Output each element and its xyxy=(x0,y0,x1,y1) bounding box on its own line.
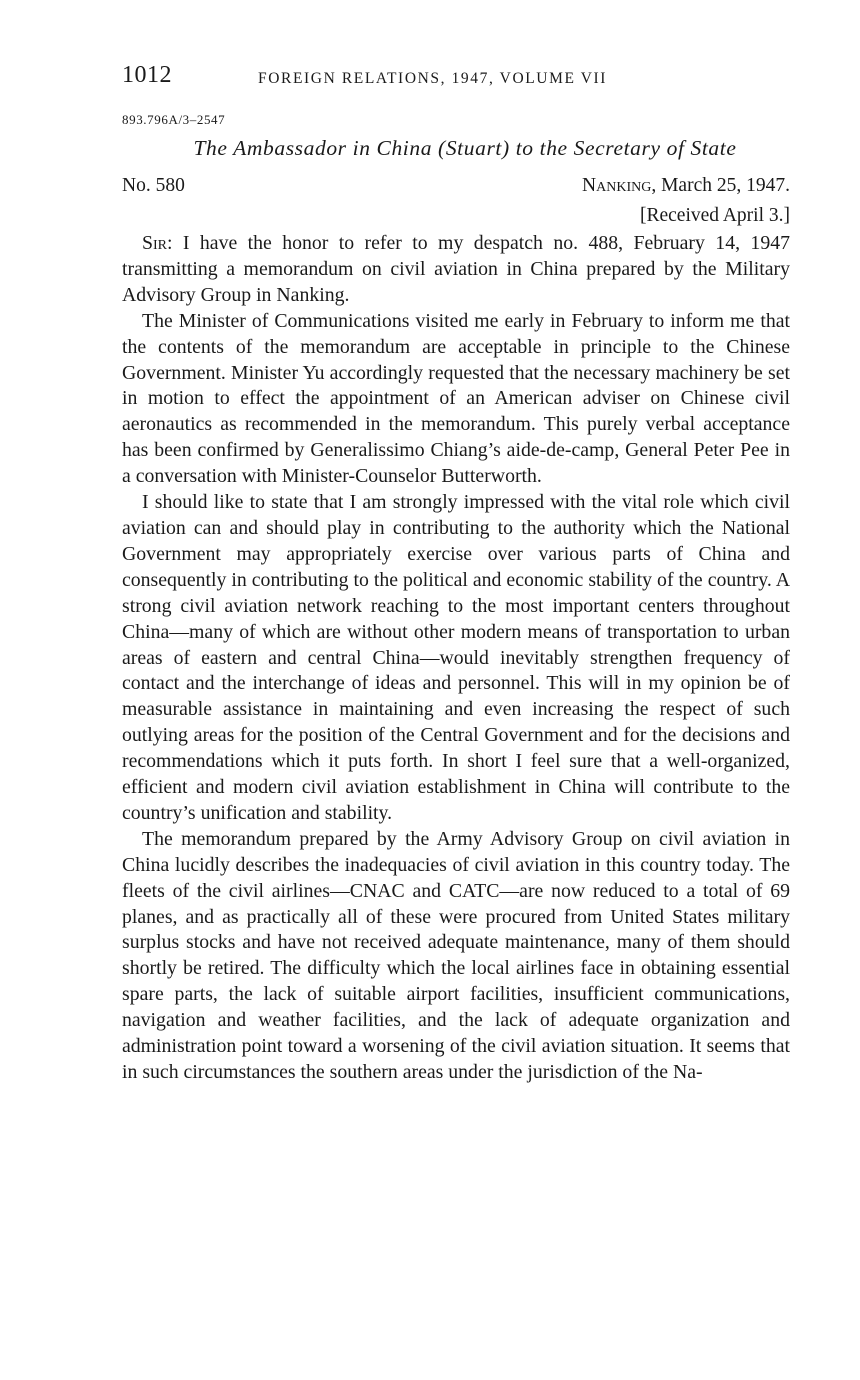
paragraph: I should like to state that I am strongly impressed with the vital role which civil aviation can and should play in contributing to the authority which the National Government may appropriately exercise over various parts of China and consequently in contributing to the political and economic stability of the country. A strong civil aviation network reaching to the most important centers throughout China—many of which are without other modern means of transportation to urban areas of eastern and central China—would inevitably strengthen frequency of contact and the interchange of ideas and personnel. This will in my opinion be of measurable assistance in maintaining and even increasing the respect of such outlying areas for the position of the Central Government and for the decisions and recommendations which it puts forth. In short I feel sure that a well-organized, efficient and modern civil aviation establishment in China will contribute to the country’s unification and stability. xyxy=(122,491,790,824)
salutation: Sir: xyxy=(142,232,173,254)
document-title: The Ambassador in China (Stuart) to the Secretary of State xyxy=(193,136,737,160)
date: March 25, 1947. xyxy=(661,175,790,196)
running-title: FOREIGN RELATIONS, 1947, VOLUME VII xyxy=(258,70,608,87)
place: Nanking, xyxy=(582,175,657,196)
document-meta xyxy=(122,175,790,203)
paragraph: The memorandum prepared by the Army Advisory Group on civil aviation in China lucidly describes the inadequacies of civil aviation in this country today. The fleets of the civil airlines—CNAC and CATC—are now reduced to a total of 69 planes, and as practically all of these were procured from United States military surplus stocks and have not received adequate maintenance, many of them should shortly be retired. The difficulty which the local airlines face in obtaining essential spare parts, the lack of suitable airport facilities, insufficient communications, navigation and weather facilities, and the lack of adequate organization and administration point toward a worsening of the civil aviation situation. It seems that in such circumstances the southern areas under the jurisdiction of the Na- xyxy=(122,827,790,1083)
paragraph: The Minister of Communications visited me early in February to inform me that the contents of the memorandum are acceptable in principle to the Chinese Government. Minister Yu accordingly requested that the necessary machinery be set in motion to effect the appointment of an American adviser on Chinese civil aeronautics as recommended in the memorandum. This purely verbal acceptance has been confirmed by Generalissimo Chiang’s aide-de-camp, General Peter Pee in a conversation with Minister-Counselor Butterworth. xyxy=(122,309,790,488)
paragraph xyxy=(122,231,790,309)
running-header xyxy=(122,62,790,96)
page-content xyxy=(122,62,790,1086)
paragraph-text: I have the honor to refer to my despatch no. 488, February 14, 1947 transmitting a memorandum on civil aviation in China prepared by the Military Advisory Group in Nanking. xyxy=(122,232,790,306)
despatch-number: No. 580 xyxy=(122,175,185,196)
received-note: [Received April 3.] xyxy=(640,205,790,226)
file-number: 893.796A/3–2547 xyxy=(122,112,226,127)
page-number: 1012 xyxy=(122,62,172,88)
letter-body xyxy=(122,231,790,1086)
place-and-date xyxy=(582,175,790,197)
